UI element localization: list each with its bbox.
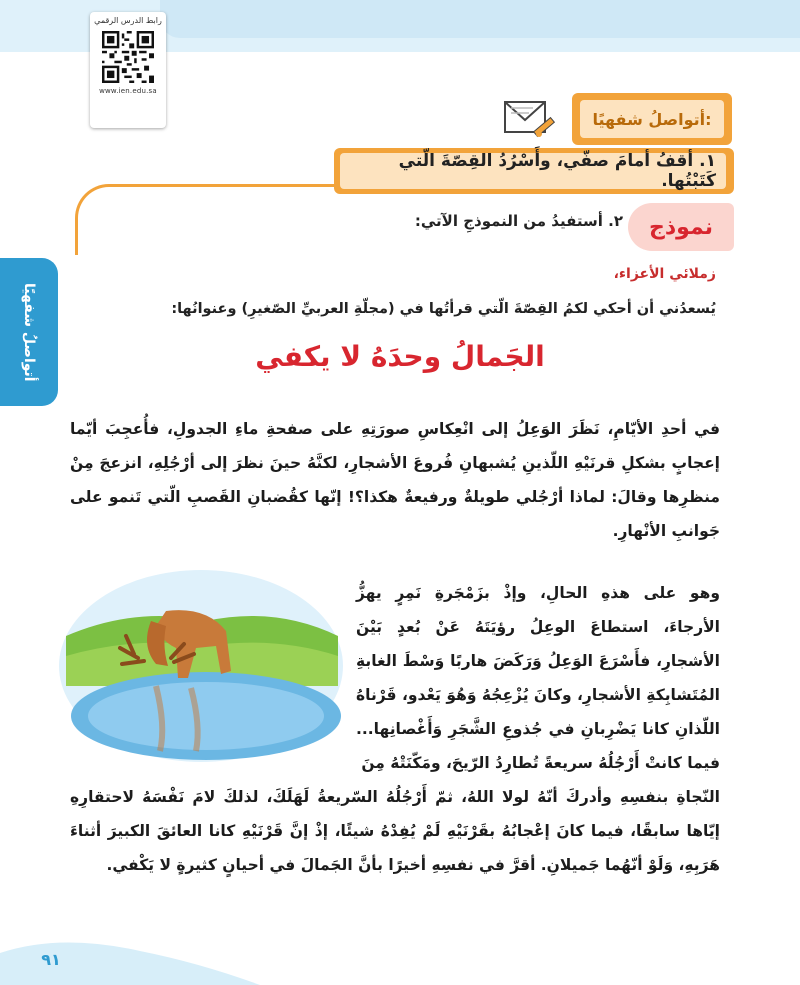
story-paragraph-2: وهو على هذهِ الحالِ، وإذْ بزَمْجَرةِ نَمِرٍ يهزُّ الأرجاءَ، استطاعَ الوعِلُ رؤيَتَهُ عَنْ بُعدٍ بَيْنَ الأشجارِ، فأَسْرَعَ الوَعِلُ وَرَكَضَ هاربًا وَسْطَ الغابةِ المُتَشابِكةِ الأشجارِ، وكانَ يُزْعِجُهُ وَهُوَ يَعْدو، قَرْناهُ اللّذانِ كانا يَضْرِبانِ في جُذوعِ الشَّجَرِ وَأَغْصانِها... فيما كانتْ أَرْجُلُهُ سريعةً تُطارِدُ الرّيحَ، ومَكّنَتْهُ مِنَ	[355, 584, 720, 772]
section-header	[572, 93, 732, 145]
page-number-decor	[0, 933, 800, 985]
side-tab-label: أتواصلُ شفهيًا	[21, 282, 37, 382]
intro-text: يُسعدُني أن أحكي لكمُ القِصّةَ الّتي قرأتُها في (مجلّةِ العربيِّ الصّغيرِ) وعنوانُها:	[171, 301, 716, 317]
greeting: زملائي الأعزاء،	[613, 266, 716, 282]
top-decor-band-inner	[160, 0, 800, 38]
story-paragraph-1: في أحدِ الأيّامِ، نَظَرَ الوَعِلُ إلى انْعِكاسِ صورَتِهِ على صفحةِ ماءِ الجدولِ، فأُعجِبَ أيّما إعجابٍ بشكلِ قرنَيْهِ اللّذينِ يُشبهانِ فُروعَ الأشجارِ، لكنَّهُ حينَ نظرَ إلى أرْجُلِهِ، انزعجَ مِنْ منظرِها وقالَ: لماذا أرْجُلي طويلةٌ ورفيعةٌ هكذا؟! إنّها كقُضبانِ القَصبِ الّتي تَنمو على جَوانبِ الأنْهارِ.	[70, 420, 720, 540]
moose-drinking-icon	[56, 566, 346, 766]
page-number: ٩١	[41, 950, 61, 969]
story-title: الجَمالُ وحدَهُ لا يكفي	[255, 340, 545, 373]
question-1	[334, 148, 734, 194]
story-paragraph-3: النّجاةِ بنفسِهِ وأدركَ أنّهُ لولا اللهُ، ثمّ أَرْجُلُهُ السّريعةُ لَهَلَكَ، لذلكَ لامَ نَفْسَهُ لاحتقارِهِ إيّاها سابقًا، فيما كانَ إعْجابُهُ بقَرْنَيْهِ لَمْ يُفِدْهُ شيئًا، إذْ إنَّ قَرْنَيْهِ كانا العائقَ الكبيرَ أثناءَ هَرَبِهِ، وَلَوْ أنّهُما جَميلانِ. أقرَّ في نفسِهِ أخيرًا بأنَّ الجَمالَ في أحيانٍ كثيرةٍ لا يَكْفي.	[70, 788, 720, 874]
section-header-title: أتواصلُ شفهيًا:	[580, 100, 724, 138]
qr-code-icon[interactable]	[102, 31, 154, 83]
model-badge: نموذج	[628, 203, 734, 251]
question-1-text: ١. أقفُ أمامَ صفّي، وأَسْرُدُ القِصّةَ الّتي كَتَبْتُها.	[340, 153, 726, 189]
question-2-text: ٢. أستفيدُ من النموذجِ الآتي:	[414, 212, 623, 230]
envelope-pencil-icon	[499, 92, 559, 144]
qr-title: رابط الدرس الرقمي	[94, 16, 162, 25]
side-tab	[0, 258, 58, 406]
qr-card[interactable]	[90, 12, 166, 128]
qr-url[interactable]: www.ien.edu.sa	[99, 87, 157, 95]
